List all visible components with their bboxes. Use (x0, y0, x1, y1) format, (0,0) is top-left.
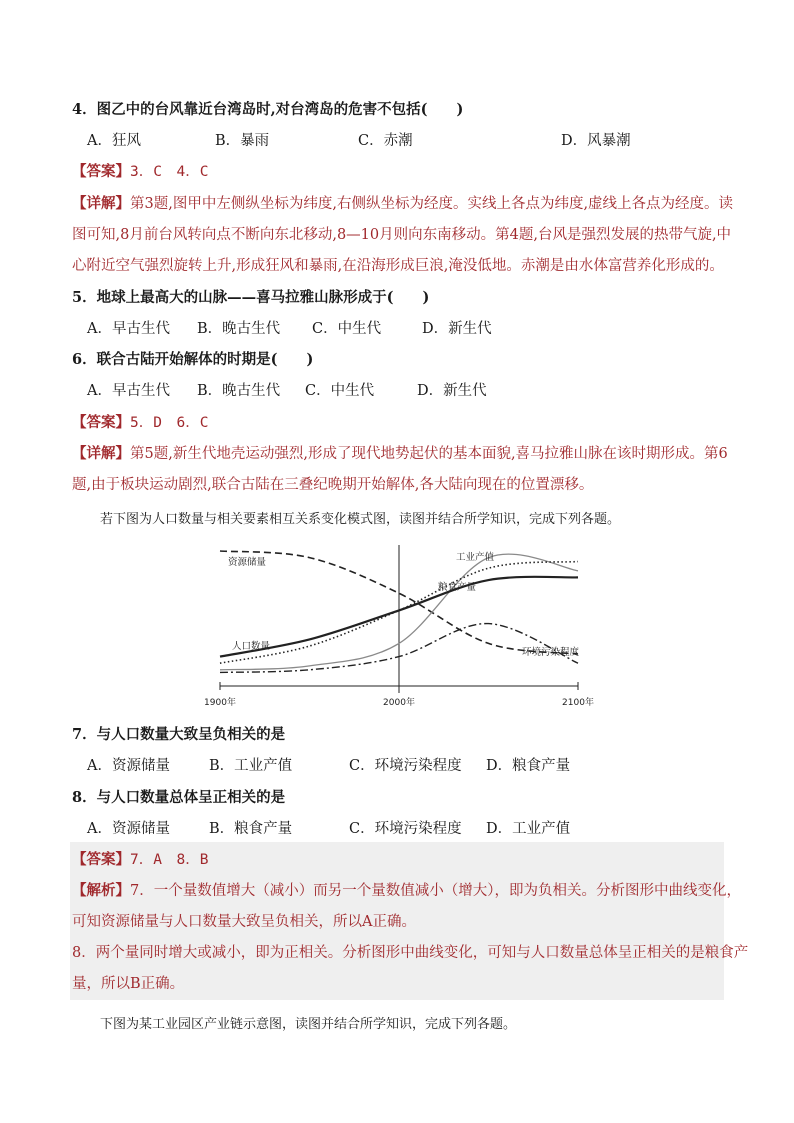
detail-3-4-line-2: 图可知,8月前台风转向点不断向东北移动,8—10月则向东南移动。第4题,台风是强烈发展的热带气旋,中 (72, 227, 732, 243)
population-chart (204, 543, 594, 711)
option-b[interactable]: B．晚古生代 (197, 321, 281, 337)
question-8-stem: 8．与人口数量总体呈正相关的是 (72, 789, 286, 806)
question-7-stem: 7．与人口数量大致呈负相关的是 (72, 726, 286, 743)
option-a[interactable]: A．资源储量 (87, 758, 170, 774)
question-4-stem: 4．图乙中的台风靠近台湾岛时,对台湾岛的危害不包括( ) (72, 101, 464, 118)
question-5-options (87, 319, 492, 339)
detail-3-4-line-3: 心附近空气强烈旋转上升,形成狂风和暴雨,在沿海形成巨浪,淹没低地。赤潮是由水体富营养化形成的。 (72, 258, 724, 274)
series-label: 工业产值 (456, 552, 495, 563)
question-8-options (87, 819, 570, 839)
option-d[interactable]: D．粮食产量 (486, 758, 571, 774)
answer-tag: 【答案】 (72, 163, 130, 180)
detail-5-6-line-2: 题,由于板块运动剧烈,联合古陆在三叠纪晚期开始解体,各大陆向现在的位置漂移。 (72, 477, 594, 493)
option-a[interactable]: A．早古生代 (87, 383, 170, 399)
option-b[interactable]: B．粮食产量 (209, 821, 293, 837)
detail-5-6-line-1 (72, 444, 728, 464)
detail-tag: 【详解】 (72, 195, 130, 212)
next-section-intro: 下图为某工业园区产业链示意图，读图并结合所学知识，完成下列各题。 (100, 1017, 517, 1032)
option-c[interactable]: C．中生代 (312, 321, 382, 337)
detail-text: 第3题,图甲中左侧纵坐标为纬度,右侧纵坐标为经度。实线上各点为纬度,虚线上各点为经度。读 (130, 196, 734, 212)
analysis-line-1 (72, 881, 741, 901)
analysis-line-3: 8．两个量同时增大或减小，即为正相关。分析图形中曲线变化，可知与人口数量总体呈正相关的是粮食产 (72, 945, 749, 961)
answer-text: 7．A 8．B (130, 852, 209, 868)
series-label: 人口数量 (232, 641, 271, 652)
analysis-text: 7．一个量数值增大（减小）而另一个量数值减小（增大），即为负相关。分析图形中曲线变化， (130, 883, 741, 899)
option-a[interactable]: A．早古生代 (87, 321, 170, 337)
detail-text: 第5题,新生代地壳运动强烈,形成了现代地势起伏的基本面貌,喜马拉雅山脉在该时期形成。第6 (130, 446, 728, 462)
analysis-line-4: 量，所以B正确。 (72, 976, 185, 992)
x-tick-label: 2100年 (562, 698, 594, 708)
answer-3-4 (72, 162, 208, 182)
series-label: 资源储量 (228, 557, 267, 568)
option-d[interactable]: D．新生代 (417, 383, 487, 399)
question-4-options (87, 131, 631, 151)
option-c[interactable]: C．环境污染程度 (349, 758, 462, 774)
answer-tag: 【答案】 (72, 414, 130, 431)
option-a[interactable]: A．狂风 (87, 133, 141, 149)
question-5-stem: 5．地球上最高大的山脉——喜马拉雅山脉形成于( ) (72, 289, 430, 306)
answer-text: 3．C 4．C (130, 164, 209, 180)
analysis-line-2: 可知资源储量与人口数量大致呈负相关，所以A正确。 (72, 914, 416, 930)
series-label: 环境污染程度 (522, 647, 580, 658)
option-c[interactable]: C．中生代 (305, 383, 375, 399)
analysis-tag: 【解析】 (72, 882, 130, 899)
detail-tag: 【详解】 (72, 445, 130, 462)
detail-3-4-line-1 (72, 194, 733, 214)
question-7-options (87, 756, 570, 776)
option-c[interactable]: C．环境污染程度 (349, 821, 462, 837)
x-tick-label: 1900年 (204, 698, 236, 708)
question-6-stem: 6．联合古陆开始解体的时期是( ) (72, 351, 314, 368)
question-6-options (87, 381, 487, 401)
option-d[interactable]: D．新生代 (422, 321, 492, 337)
option-b[interactable]: B．晚古生代 (197, 383, 281, 399)
option-d[interactable]: D．风暴潮 (561, 133, 631, 149)
x-tick-label: 2000年 (383, 698, 415, 708)
answer-tag: 【答案】 (72, 851, 130, 868)
option-d[interactable]: D．工业产值 (486, 821, 571, 837)
option-b[interactable]: B．暴雨 (215, 133, 270, 149)
answer-7-8 (72, 850, 208, 870)
option-a[interactable]: A．资源储量 (87, 821, 170, 837)
option-c[interactable]: C．赤潮 (358, 133, 413, 149)
answer-5-6 (72, 413, 208, 433)
chart-intro: 若下图为人口数量与相关要素相互关系变化模式图，读图并结合所学知识，完成下列各题。 (100, 512, 621, 527)
option-b[interactable]: B．工业产值 (209, 758, 293, 774)
series-label: 粮食产量 (438, 582, 477, 593)
answer-text: 5．D 6．C (130, 415, 209, 431)
